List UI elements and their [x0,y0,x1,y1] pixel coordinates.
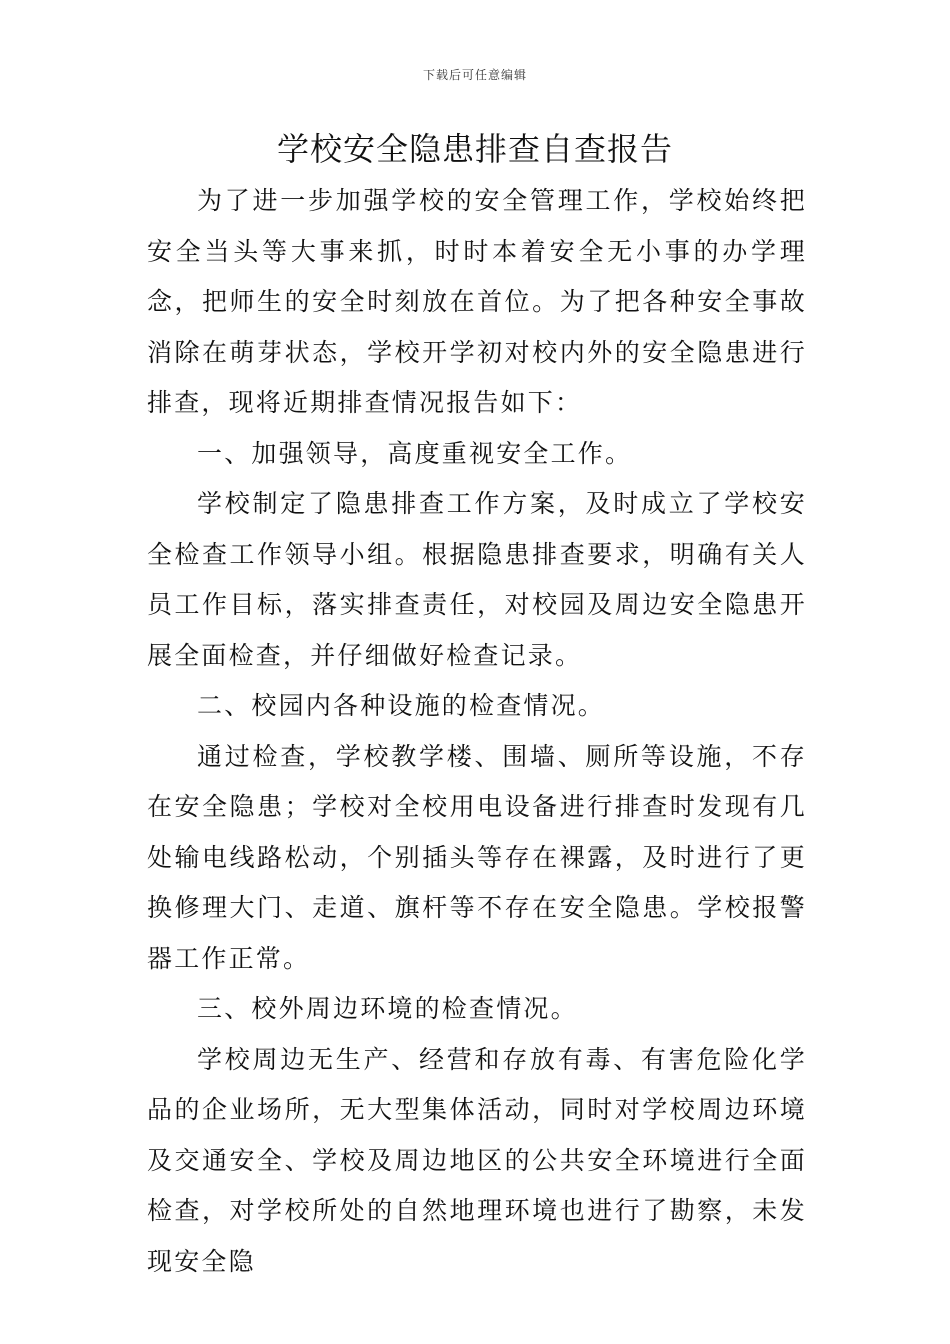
paragraph-intro: 为了进一步加强学校的安全管理工作，学校始终把安全当头等大事来抓，时时本着安全无小事的办学理念，把师生的安全时刻放在首位。为了把各种安全事故消除在萌芽状态，学校开学初对校内外的安全隐患进行排查，现将近期排查情况报告如下： [147,186,807,417]
section-heading-1: 一、加强领导，高度重视安全工作。 [197,438,633,468]
header-note: 下载后可任意编辑 [422,68,527,82]
section-heading-2: 二、校园内各种设施的检查情况。 [197,691,606,720]
document-body [147,176,807,1287]
paragraph-section-1: 学校制定了隐患排查工作方案，及时成立了学校安全检查工作领导小组。根据隐患排查要求，明确有关人员工作目标，落实排查责任，对校园及周边安全隐患开展全面检查，并仔细做好检查记录。 [147,489,807,670]
page-title: 学校安全隐患排查自查报告 [276,130,673,168]
paragraph-section-3: 学校周边无生产、经营和存放有毒、有害危险化学品的企业场所，无大型集体活动，同时对学校周边环境及交通安全、学校及周边地区的公共安全环境进行全面检查，对学校所处的自然地理环境也进行了勘察，未发现安全隐 [147,1044,807,1276]
paragraph-section-2: 通过检查，学校教学楼、围墙、厕所等设施，不存在安全隐患；学校对全校用电设备进行排查时发现有几处输电线路松动，个别插头等存在裸露，及时进行了更换修理大门、走道、旗杆等不存在安全隐患。学校报警器工作正常。 [147,741,807,973]
section-heading-3: 三、校外周边环境的检查情况。 [197,994,578,1023]
